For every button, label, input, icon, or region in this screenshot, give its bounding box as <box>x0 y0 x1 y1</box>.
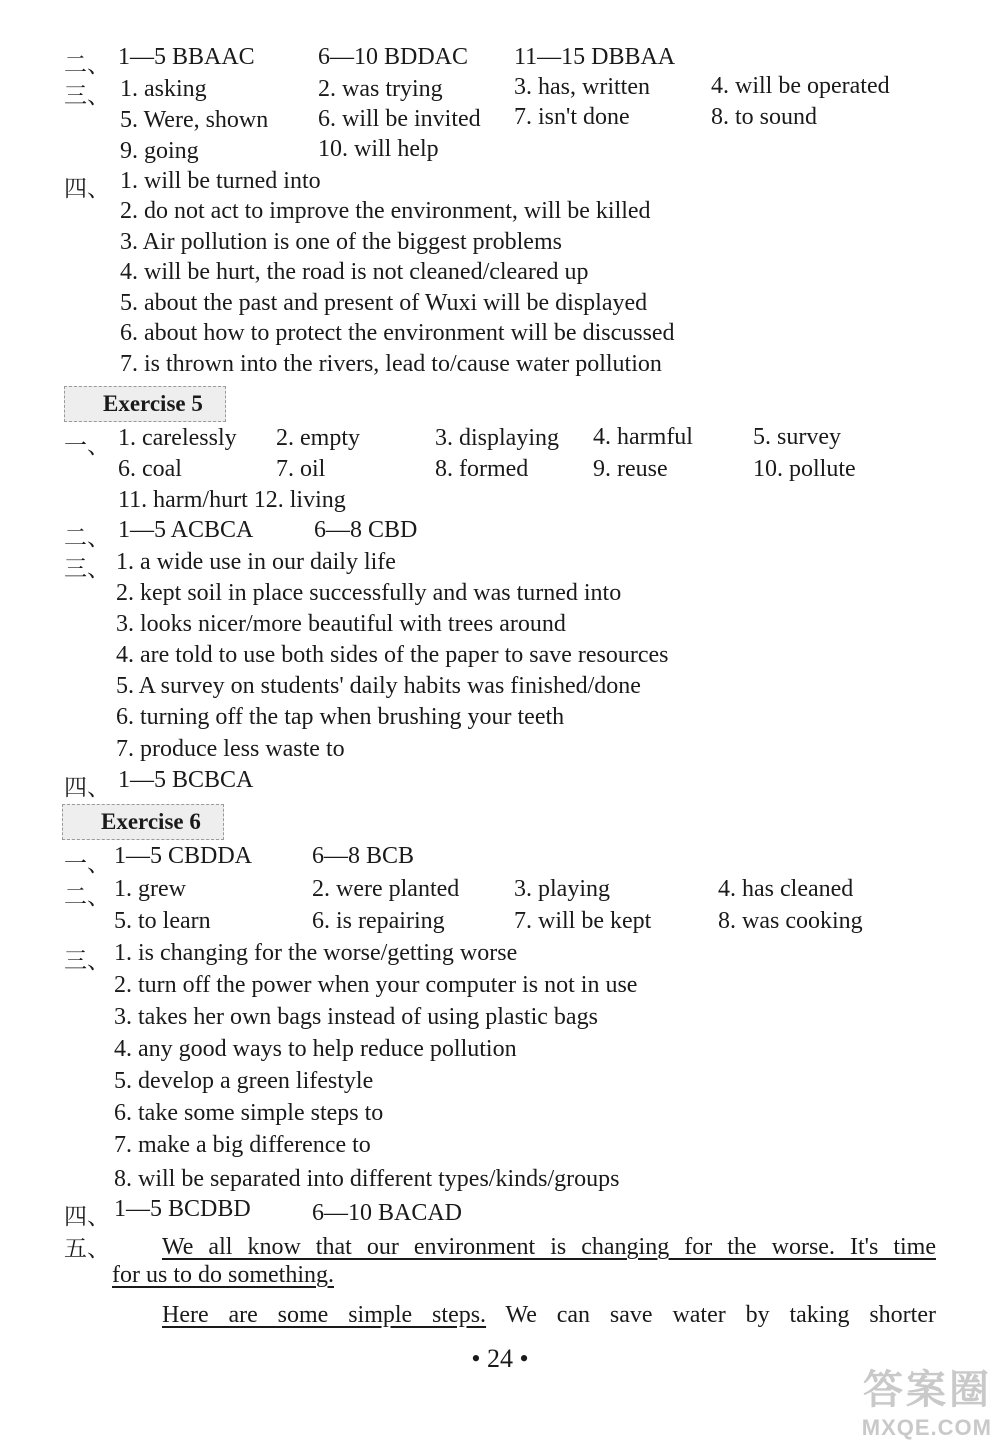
answer-choice: 6—8 CBD <box>314 517 418 543</box>
section-marker-san: 三、 <box>64 948 110 974</box>
answer-item: 7. isn't done <box>514 104 630 130</box>
answer-sentence: 6. about how to protect the environment will be discussed <box>120 320 675 346</box>
answer-item: 2. was trying <box>318 76 443 102</box>
answer-sentence: 3. Air pollution is one of the biggest problems <box>120 229 562 255</box>
section-marker-er: 二、 <box>64 525 110 551</box>
answer-sentence: 5. develop a green lifestyle <box>114 1068 374 1094</box>
essay-text: We can save water by taking shorter <box>505 1302 936 1328</box>
answer-item: 4. has cleaned <box>718 876 854 902</box>
section-marker-si: 四、 <box>64 176 110 202</box>
page-number: • 24 • <box>471 1344 529 1373</box>
answer-sentence: 2. do not act to improve the environment, will be killed <box>120 198 651 224</box>
answer-choice: 1—5 BCBCA <box>118 767 254 793</box>
section-marker-si: 四、 <box>64 775 110 801</box>
section-marker-er: 二、 <box>64 52 110 78</box>
section-marker-san: 三、 <box>64 556 110 582</box>
answer-item: 7. oil <box>276 456 326 482</box>
answer-choice: 11—15 DBBAA <box>514 44 676 70</box>
essay-underlined-phrase: Here are some simple steps. <box>162 1302 487 1328</box>
answer-choice: 6—10 BDDAC <box>318 44 469 70</box>
answer-sentence: 6. turning off the tap when brushing your teeth <box>116 704 565 730</box>
answer-sentence: 6. take some simple steps to <box>114 1100 384 1126</box>
section-marker-si: 四、 <box>64 1204 110 1230</box>
answer-item: 9. going <box>120 138 199 164</box>
answer-choice: 1—5 CBDDA <box>114 843 253 869</box>
answer-choice: 1—5 BCDBD <box>114 1196 251 1222</box>
answer-item: 8. formed <box>435 456 529 482</box>
answer-item: 6. will be invited <box>318 106 481 132</box>
answer-item: 5. survey <box>753 424 841 450</box>
essay-topic-sentence: We all know that our environment is changing for the worse. It's time <box>162 1234 936 1260</box>
essay-line-3 <box>112 1302 936 1329</box>
answer-sentence: 7. is thrown into the rivers, lead to/cause water pollution <box>120 351 662 377</box>
answer-sentence: 4. any good ways to help reduce pollution <box>114 1036 517 1062</box>
answer-item: 3. has, written <box>514 74 650 100</box>
answer-item: 6. coal <box>118 456 182 482</box>
answer-sentence: 7. produce less waste to <box>116 736 345 762</box>
exercise-5-heading: Exercise 5 <box>64 386 226 422</box>
section-marker-er: 二、 <box>64 884 110 910</box>
answer-item: 3. displaying <box>435 425 559 451</box>
answer-sentence: 5. about the past and present of Wuxi will be displayed <box>120 290 648 316</box>
answer-item: 8. to sound <box>711 104 818 130</box>
answer-item: 6. is repairing <box>312 908 445 934</box>
section-marker-yi: 一、 <box>64 433 110 459</box>
answer-sentence: 8. will be separated into different types/kinds/groups <box>114 1166 620 1192</box>
answer-choice: 1—5 ACBCA <box>118 517 254 543</box>
essay-line-1 <box>112 1234 936 1261</box>
watermark <box>862 1358 992 1441</box>
answer-sentence: 7. make a big difference to <box>114 1132 371 1158</box>
answer-sentence: 2. kept soil in place successfully and was turned into <box>116 580 622 606</box>
watermark-logo: 答案圈 <box>863 1368 992 1412</box>
answer-item: 11. harm/hurt 12. living <box>118 487 346 513</box>
section-marker-san: 三、 <box>64 83 110 109</box>
answer-item: 10. will help <box>318 136 439 162</box>
answer-item: 5. to learn <box>114 908 211 934</box>
answer-sentence: 1. a wide use in our daily life <box>116 549 396 575</box>
exercise-6-heading: Exercise 6 <box>62 804 224 840</box>
answer-item: 10. pollute <box>753 456 856 482</box>
answer-choice: 6—10 BACAD <box>312 1200 463 1226</box>
answer-item: 4. will be operated <box>711 73 890 99</box>
answer-item: 8. was cooking <box>718 908 863 934</box>
section-marker-wu: 五、 <box>64 1236 110 1262</box>
answer-item: 1. carelessly <box>118 425 237 451</box>
watermark-site: MXQE.COM <box>861 1415 992 1440</box>
answer-item: 5. Were, shown <box>120 107 269 133</box>
answer-item: 7. will be kept <box>514 908 652 934</box>
answer-item: 1. asking <box>120 76 207 102</box>
answer-sentence: 4. will be hurt, the road is not cleaned/cleared up <box>120 259 589 285</box>
answer-item: 9. reuse <box>593 456 668 482</box>
section-marker-yi: 一、 <box>64 851 110 877</box>
answer-sentence: 1. is changing for the worse/getting worse <box>114 940 518 966</box>
answer-choice: 1—5 BBAAC <box>118 44 255 70</box>
answer-choice: 6—8 BCB <box>312 843 415 869</box>
answer-sentence: 1. will be turned into <box>120 168 321 194</box>
answer-sentence: 4. are told to use both sides of the paper to save resources <box>116 642 669 668</box>
answer-sentence: 3. takes her own bags instead of using plastic bags <box>114 1004 598 1030</box>
answer-item: 2. empty <box>276 425 360 451</box>
answer-item: 2. were planted <box>312 876 460 902</box>
answer-sentence: 3. looks nicer/more beautiful with trees around <box>116 611 566 637</box>
answer-item: 4. harmful <box>593 424 693 450</box>
answer-item: 3. playing <box>514 876 610 902</box>
essay-topic-sentence-end: for us to do something. <box>112 1262 334 1288</box>
answer-sentence: 5. A survey on students' daily habits was finished/done <box>116 673 641 699</box>
essay-line-2 <box>112 1262 334 1289</box>
answer-item: 1. grew <box>114 876 186 902</box>
answer-sentence: 2. turn off the power when your computer is not in use <box>114 972 638 998</box>
